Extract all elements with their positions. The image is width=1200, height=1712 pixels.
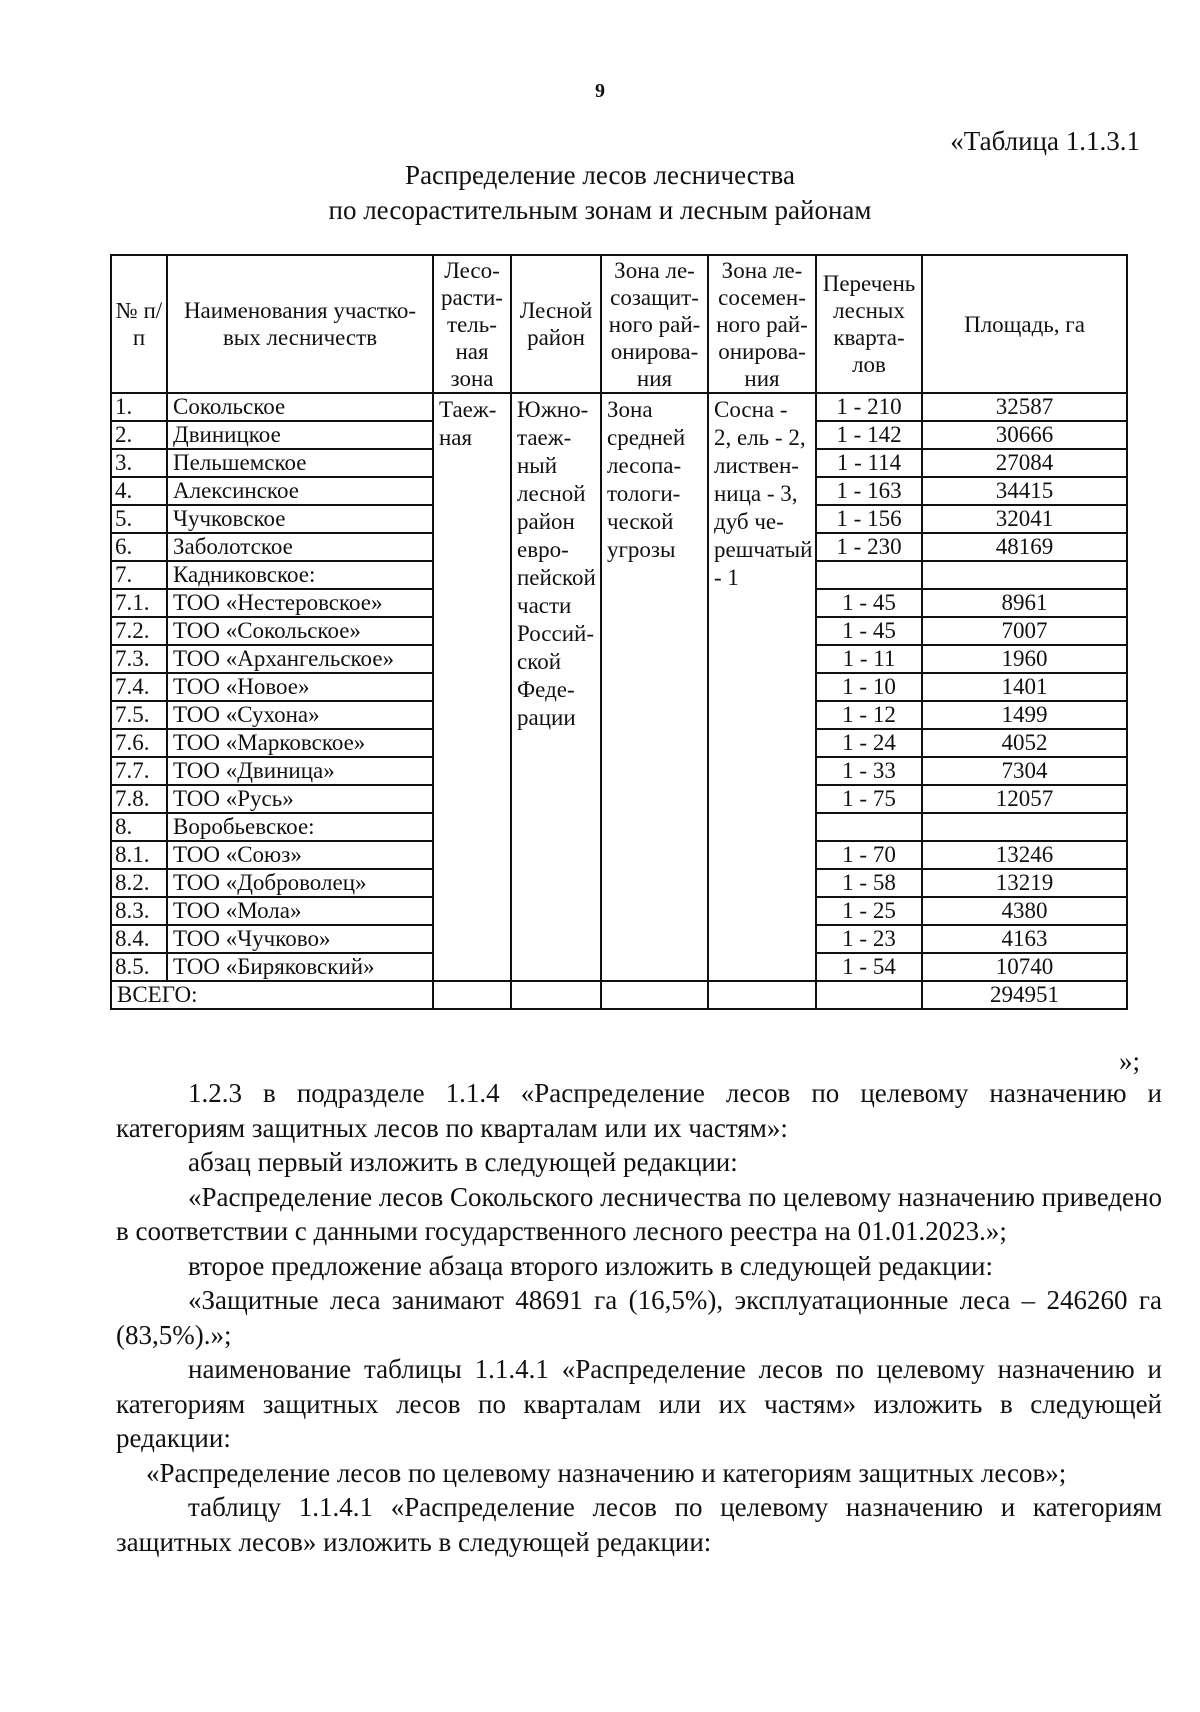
row-area: 4163 bbox=[922, 925, 1127, 953]
row-name: Чучковское bbox=[167, 505, 433, 533]
paragraph: таблицу 1.1.4.1 «Распределение лесов по целевому назначению и категориям защитных лесов» изложить в следующей редакции: bbox=[116, 1492, 1162, 1557]
total-label: ВСЕГО: bbox=[111, 981, 433, 1009]
table-title-line-1: Распределение лесов лесничества bbox=[405, 160, 795, 190]
total-empty-cell bbox=[816, 981, 922, 1009]
row-name: ТОО «Новое» bbox=[167, 673, 433, 701]
header-area: Площадь, га bbox=[922, 255, 1127, 393]
row-number: 1. bbox=[111, 393, 167, 421]
row-name: Пельшемское bbox=[167, 449, 433, 477]
row-number: 7.1. bbox=[111, 589, 167, 617]
row-area: 13246 bbox=[922, 841, 1127, 869]
veg-zone-cell: Таеж-ная bbox=[433, 393, 511, 981]
district-cell: Южно-таеж-ный лесной район евро-пейской части Россий-ской Феде-рации bbox=[511, 393, 601, 981]
row-blocks: 1 - 114 bbox=[816, 449, 922, 477]
row-blocks: 1 - 24 bbox=[816, 729, 922, 757]
header-protect-zone: Зона ле-созащит-ного рай-онирова-ния bbox=[601, 255, 708, 393]
row-area: 4380 bbox=[922, 897, 1127, 925]
page-number: 9 bbox=[595, 80, 605, 102]
row-blocks: 1 - 45 bbox=[816, 589, 922, 617]
row-name: Алексинское bbox=[167, 477, 433, 505]
table-title bbox=[0, 158, 1200, 228]
paragraph: 1.2.3 в подразделе 1.1.4 «Распределение лесов по целевому назначению и категориям защитных лесов по кварталам или их частям»: bbox=[116, 1078, 1162, 1143]
row-number: 7. bbox=[111, 561, 167, 589]
row-name: ТОО «Сокольское» bbox=[167, 617, 433, 645]
row-name: Сокольское bbox=[167, 393, 433, 421]
paragraph: «Защитные леса занимают 48691 га (16,5%), эксплуатационные леса – 246260 га (83,5%).»; bbox=[116, 1285, 1162, 1350]
row-name: ТОО «Русь» bbox=[167, 785, 433, 813]
row-number: 7.4. bbox=[111, 673, 167, 701]
row-number: 6. bbox=[111, 533, 167, 561]
table-row bbox=[111, 393, 1127, 421]
row-name: ТОО «Архангельское» bbox=[167, 645, 433, 673]
row-blocks: 1 - 142 bbox=[816, 421, 922, 449]
row-blocks: 1 - 12 bbox=[816, 701, 922, 729]
row-number: 3. bbox=[111, 449, 167, 477]
row-name: ТОО «Союз» bbox=[167, 841, 433, 869]
row-number: 8.2. bbox=[111, 869, 167, 897]
row-area: 1401 bbox=[922, 673, 1127, 701]
row-name: Заболотское bbox=[167, 533, 433, 561]
row-number: 2. bbox=[111, 421, 167, 449]
row-name: Воробьевское: bbox=[167, 813, 433, 841]
paragraph: «Распределение лесов Сокольского лесничества по целевому назначению приведено в соответствии с данными государственного лесного реестра на 01.01.2023.»; bbox=[116, 1181, 1162, 1246]
row-area bbox=[922, 813, 1127, 841]
row-area: 1960 bbox=[922, 645, 1127, 673]
row-area: 30666 bbox=[922, 421, 1127, 449]
header-seed-zone: Зона ле-сосемен-ного рай-онирова-ния bbox=[708, 255, 816, 393]
row-number: 7.2. bbox=[111, 617, 167, 645]
row-blocks: 1 - 45 bbox=[816, 617, 922, 645]
row-number: 8.1. bbox=[111, 841, 167, 869]
total-row bbox=[111, 981, 1127, 1009]
header-num: № п/п bbox=[111, 255, 167, 393]
row-number: 8.5. bbox=[111, 953, 167, 981]
paragraph: абзац первый изложить в следующей редакции: bbox=[188, 1147, 738, 1177]
paragraph: «Распределение лесов по целевому назначению и категориям защитных лесов»; bbox=[146, 1457, 1067, 1488]
total-empty-cell bbox=[708, 981, 816, 1009]
total-empty-cell bbox=[601, 981, 708, 1009]
forest-distribution-table bbox=[110, 254, 1128, 1010]
row-blocks: 1 - 10 bbox=[816, 673, 922, 701]
row-number: 8.3. bbox=[111, 897, 167, 925]
row-number: 5. bbox=[111, 505, 167, 533]
row-number: 7.5. bbox=[111, 701, 167, 729]
row-name: ТОО «Доброволец» bbox=[167, 869, 433, 897]
row-area: 48169 bbox=[922, 533, 1127, 561]
total-empty-cell bbox=[511, 981, 601, 1009]
row-area: 32041 bbox=[922, 505, 1127, 533]
row-blocks: 1 - 210 bbox=[816, 393, 922, 421]
table-body bbox=[111, 393, 1127, 1009]
table-header-row bbox=[111, 255, 1127, 393]
header-veg-zone: Лесо-расти-тель-ная зона bbox=[433, 255, 511, 393]
row-number: 7.7. bbox=[111, 757, 167, 785]
row-area bbox=[922, 561, 1127, 589]
row-name: ТОО «Сухона» bbox=[167, 701, 433, 729]
row-area: 4052 bbox=[922, 729, 1127, 757]
row-name: ТОО «Нестеровское» bbox=[167, 589, 433, 617]
row-number: 4. bbox=[111, 477, 167, 505]
row-area: 7304 bbox=[922, 757, 1127, 785]
row-blocks: 1 - 70 bbox=[816, 841, 922, 869]
row-area: 13219 bbox=[922, 869, 1127, 897]
total-empty-cell bbox=[433, 981, 511, 1009]
row-blocks: 1 - 163 bbox=[816, 477, 922, 505]
row-number: 7.3. bbox=[111, 645, 167, 673]
closing-quote: »; bbox=[1118, 1046, 1140, 1076]
row-blocks bbox=[816, 813, 922, 841]
row-name: ТОО «Чучково» bbox=[167, 925, 433, 953]
header-name: Наименования участко-вых лесничеств bbox=[167, 255, 433, 393]
header-district: Лесной район bbox=[511, 255, 601, 393]
row-name: ТОО «Биряковский» bbox=[167, 953, 433, 981]
protect-zone-cell: Зона средней лесопа-тологи-ческой угрозы bbox=[601, 393, 708, 981]
total-area: 294951 bbox=[922, 981, 1127, 1009]
table-title-line-2: по лесорастительным зонам и лесным районам bbox=[328, 195, 872, 225]
row-number: 8.4. bbox=[111, 925, 167, 953]
body-text bbox=[116, 1076, 1162, 1559]
row-area: 32587 bbox=[922, 393, 1127, 421]
header-blocks: Перечень лесных кварта-лов bbox=[816, 255, 922, 393]
table-reference: «Таблица 1.1.3.1 bbox=[950, 126, 1140, 156]
row-blocks: 1 - 54 bbox=[816, 953, 922, 981]
row-area: 10740 bbox=[922, 953, 1127, 981]
row-name: Кадниковское: bbox=[167, 561, 433, 589]
row-area: 34415 bbox=[922, 477, 1127, 505]
row-blocks: 1 - 156 bbox=[816, 505, 922, 533]
paragraph: наименование таблицы 1.1.4.1 «Распределение лесов по целевому назначению и категориям защитных лесов по кварталам или их частям» изложить в следующей редакции: bbox=[116, 1354, 1162, 1453]
paragraph: второе предложение абзаца второго изложить в следующей редакции: bbox=[188, 1250, 994, 1281]
row-number: 7.8. bbox=[111, 785, 167, 813]
seed-zone-cell: Сосна - 2, ель - 2, листвен-ница - 3, дуб че-решчатый - 1 bbox=[708, 393, 816, 981]
row-area: 12057 bbox=[922, 785, 1127, 813]
row-blocks: 1 - 230 bbox=[816, 533, 922, 561]
row-blocks bbox=[816, 561, 922, 589]
row-name: ТОО «Марковское» bbox=[167, 729, 433, 757]
row-blocks: 1 - 58 bbox=[816, 869, 922, 897]
row-blocks: 1 - 33 bbox=[816, 757, 922, 785]
row-area: 1499 bbox=[922, 701, 1127, 729]
row-number: 7.6. bbox=[111, 729, 167, 757]
row-blocks: 1 - 75 bbox=[816, 785, 922, 813]
row-area: 8961 bbox=[922, 589, 1127, 617]
row-area: 27084 bbox=[922, 449, 1127, 477]
row-area: 7007 bbox=[922, 617, 1127, 645]
row-name: ТОО «Мола» bbox=[167, 897, 433, 925]
row-name: Двиницкое bbox=[167, 421, 433, 449]
row-blocks: 1 - 23 bbox=[816, 925, 922, 953]
row-number: 8. bbox=[111, 813, 167, 841]
row-blocks: 1 - 25 bbox=[816, 897, 922, 925]
row-blocks: 1 - 11 bbox=[816, 645, 922, 673]
row-name: ТОО «Двиница» bbox=[167, 757, 433, 785]
